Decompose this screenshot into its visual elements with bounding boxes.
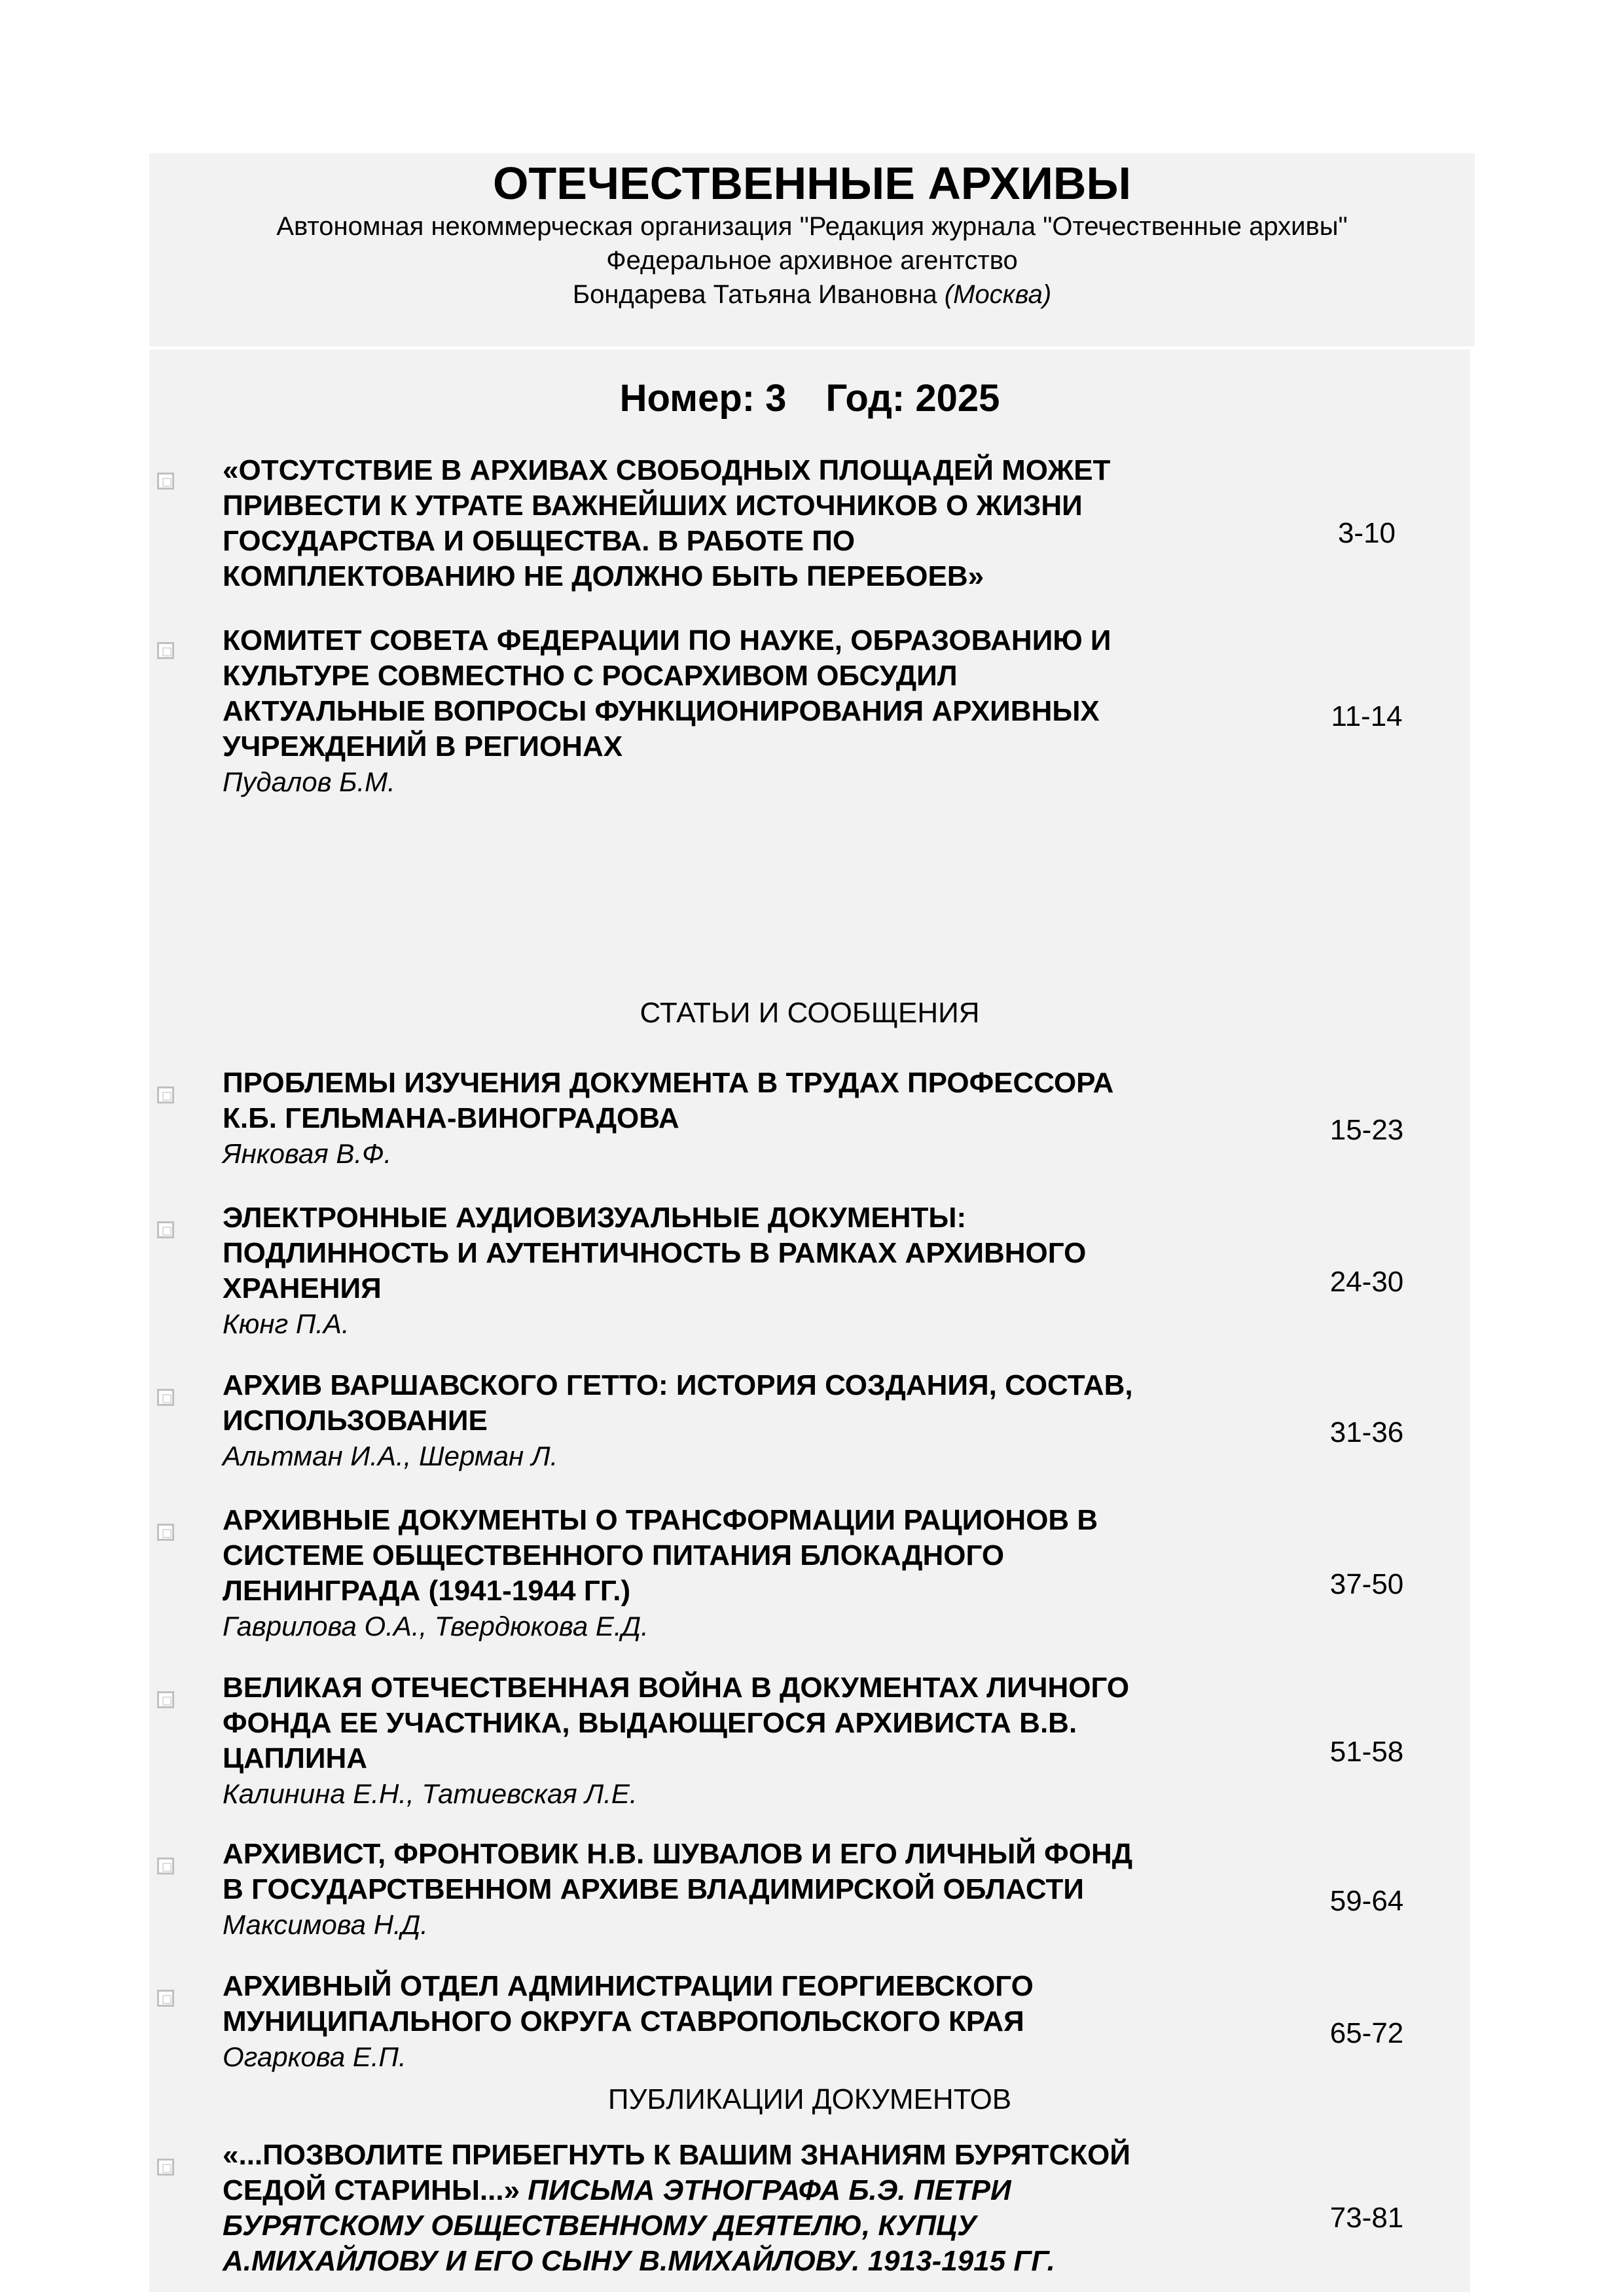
entry-checkbox[interactable] (157, 642, 174, 659)
entry-author: Альтман И.А., Шерман Л. (223, 1441, 558, 1471)
document-page (149, 153, 1475, 2277)
entry-pages: 3-10 (1337, 517, 1396, 549)
editor-city: (Москва) (944, 280, 1052, 309)
toc-tail (149, 2128, 1470, 2292)
table-of-contents (149, 350, 1470, 2128)
journal-title: ОТЕЧЕСТВЕННЫЕ АРХИВЫ (492, 158, 1131, 209)
entry-pages: 15-23 (1329, 1114, 1404, 1146)
entry-author: Гаврилова О.А., Твердюкова Е.Д. (223, 1611, 649, 1641)
entry-pages: 51-58 (1329, 1736, 1404, 1768)
entry-title[interactable]: ПРОБЛЕМЫ ИЗУЧЕНИЯ ДОКУМЕНТА В ТРУДАХ ПРОФЕССОРА К.Б. ГЕЛЬМАНА-ВИНОГРАДОВА (223, 1067, 1114, 1134)
issue-number: Номер: 3 (619, 377, 787, 420)
entry-author: Огаркова Е.П. (223, 2041, 406, 2072)
entry-author: Калинина Е.Н., Татиевская Л.Е. (223, 1778, 638, 1809)
entry-title[interactable]: ЭЛЕКТРОННЫЕ АУДИОВИЗУАЛЬНЫЕ ДОКУМЕНТЫ: ПОДЛИННОСТЬ И АУТЕНТИЧНОСТЬ В РАМКАХ АРХИВНОГО ХРАНЕНИЯ (223, 1202, 1087, 1304)
entry-title-italic: ПИСЬМА ЭТНОГРАФА Б.Э. ПЕТРИ БУРЯТСКОМУ ОБЩЕСТВЕННОМУ ДЕЯТЕЛЮ, КУПЦУ А.МИХАЙЛОВУ И ЕГО СЫНУ В.МИХАЙЛОВУ. 1913-1915 ГГ. (223, 2174, 1055, 2277)
entry-title[interactable]: ВЕЛИКАЯ ОТЕЧЕСТВЕННАЯ ВОЙНА В ДОКУМЕНТАХ ЛИЧНОГО ФОНДА ЕЕ УЧАСТНИКА, ВЫДАЮЩЕГОСЯ АРХИВИСТА В.В. ЦАПЛИНА (223, 1672, 1130, 1774)
entry-title[interactable]: АРХИВ ВАРШАВСКОГО ГЕТТО: ИСТОРИЯ СОЗДАНИЯ, СОСТАВ, ИСПОЛЬЗОВАНИЕ (223, 1369, 1133, 1437)
section-heading: ПУБЛИКАЦИИ ДОКУМЕНТОВ (607, 2083, 1012, 2115)
journal-header (149, 153, 1475, 350)
entry-title[interactable] (223, 2138, 1348, 2279)
entry-pages: 73-81 (1329, 2202, 1404, 2234)
entry-pages: 24-30 (1329, 1266, 1404, 1298)
entry-title[interactable]: КОМИТЕТ СОВЕТА ФЕДЕРАЦИИ ПО НАУКЕ, ОБРАЗОВАНИЮ И КУЛЬТУРЕ СОВМЕСТНО С РОСАРХИВОМ ОБСУДИЛ АКТУАЛЬНЫЕ ВОПРОСЫ ФУНКЦИОНИРОВАНИЯ АРХИВНЫХ УЧРЕЖДЕНИЙ В РЕГИОНАХ (223, 624, 1111, 762)
entry-pages: 65-72 (1329, 2017, 1404, 2049)
entry-checkbox[interactable] (157, 1221, 174, 1238)
entry-checkbox[interactable] (157, 1086, 174, 1103)
issue-info (149, 350, 1470, 448)
entry-title[interactable]: «ОТСУТСТВИЕ В АРХИВАХ СВОБОДНЫХ ПЛОЩАДЕЙ МОЖЕТ ПРИВЕСТИ К УТРАТЕ ВАЖНЕЙШИХ ИСТОЧНИКОВ О ЖИЗНИ ГОСУДАРСТВА И ОБЩЕСТВА. В РАБОТЕ ПО КОМПЛЕКТОВАНИЮ НЕ ДОЛЖНО БЫТЬ ПЕРЕБОЕВ» (223, 454, 1111, 592)
entry-title[interactable]: АРХИВНЫЕ ДОКУМЕНТЫ О ТРАНСФОРМАЦИИ РАЦИОНОВ В СИСТЕМЕ ОБЩЕСТВЕННОГО ПИТАНИЯ БЛОКАДНОГО ЛЕНИНГРАДА (1941-1944 ГГ.) (223, 1504, 1098, 1607)
entry-checkbox[interactable] (157, 1691, 174, 1708)
entry-checkbox[interactable] (157, 1990, 174, 2007)
editor-line (149, 278, 1475, 312)
editor-name: Бондарева Татьяна Ивановна (572, 280, 937, 309)
entry-author: Янковая В.Ф. (223, 1138, 392, 1169)
agency: Федеральное архивное агентство (606, 246, 1018, 275)
publisher: Автономная некоммерческая организация "Редакция журнала "Отечественные архивы" (276, 212, 1348, 241)
entry-checkbox[interactable] (157, 2159, 174, 2176)
entry-checkbox[interactable] (157, 1389, 174, 1406)
entry-pages: 11-14 (1331, 700, 1403, 732)
entry-checkbox[interactable] (157, 1857, 174, 1874)
entry-checkbox[interactable] (157, 1524, 174, 1541)
issue-year: Год: 2025 (825, 377, 1000, 420)
entry-title-plain: «...ПОЗВОЛИТЕ ПРИБЕГНУТЬ К ВАШИМ ЗНАНИЯМ БУРЯТСКОЙ СЕДОЙ СТАРИНЫ...» (223, 2139, 1131, 2206)
section-heading: СТАТЬИ И СООБЩЕНИЯ (640, 997, 980, 1029)
entry-pages: 31-36 (1329, 1416, 1404, 1448)
entry-author: Максимова Н.Д. (223, 1909, 428, 1940)
entry-checkbox[interactable] (157, 473, 174, 490)
entry-author: Кюнг П.А. (223, 1308, 350, 1339)
entry-pages: 59-64 (1329, 1885, 1404, 1917)
entry-title[interactable]: АРХИВНЫЙ ОТДЕЛ АДМИНИСТРАЦИИ ГЕОРГИЕВСКОГО МУНИЦИПАЛЬНОГО ОКРУГА СТАВРОПОЛЬСКОГО КРАЯ (223, 1970, 1034, 2037)
entry-title[interactable]: АРХИВИСТ, ФРОНТОВИК Н.В. ШУВАЛОВ И ЕГО ЛИЧНЫЙ ФОНД В ГОСУДАРСТВЕННОМ АРХИВЕ ВЛАДИМИРСКОЙ ОБЛАСТИ (223, 1838, 1133, 1905)
entry-pages: 37-50 (1329, 1568, 1404, 1600)
entry-author: Пудалов Б.М. (223, 766, 395, 797)
